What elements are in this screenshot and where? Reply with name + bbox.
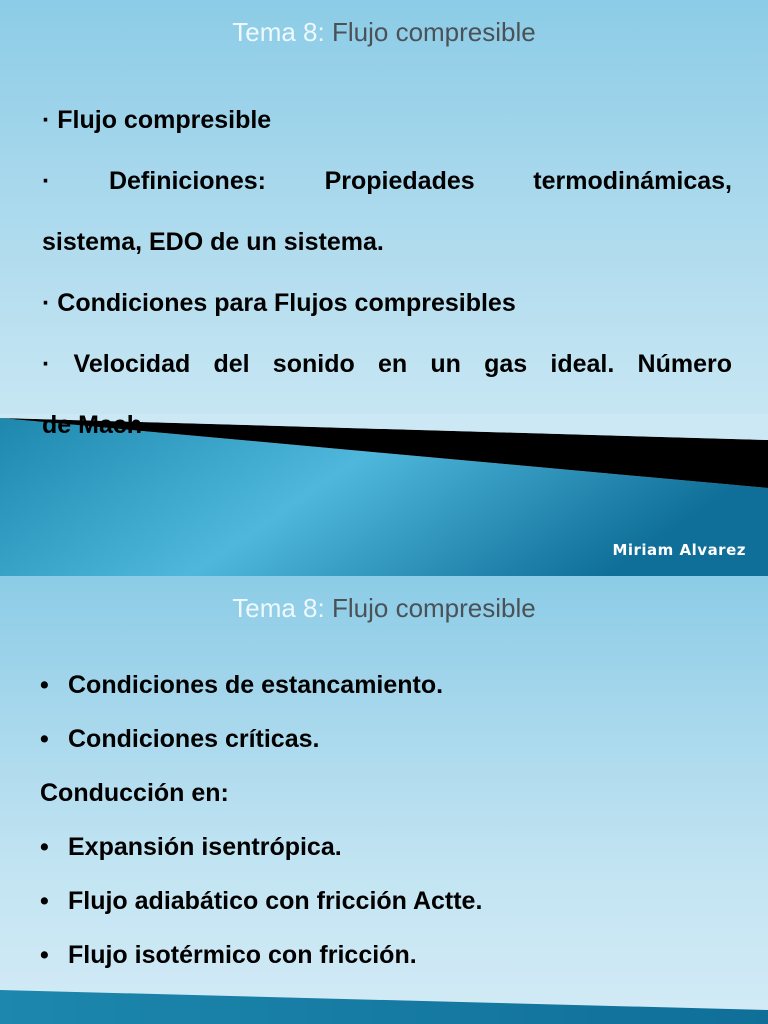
list-item: de Mach bbox=[42, 411, 143, 439]
title-main: Flujo compresible bbox=[331, 593, 536, 623]
list-item: · Definiciones: Propiedades termodinámicas, bbox=[42, 167, 732, 195]
slide-2-body bbox=[40, 658, 730, 982]
title-prefix: Tema 8: bbox=[232, 593, 325, 623]
slide-1-body bbox=[42, 90, 732, 456]
list-item bbox=[40, 766, 730, 820]
item-text: Flujo adiabático con fricción Actte. bbox=[68, 887, 483, 915]
slide-2 bbox=[0, 576, 768, 1024]
list-item bbox=[40, 820, 730, 874]
list-item: · Condiciones para Flujos compresibles bbox=[42, 289, 516, 317]
list-item: sistema, EDO de un sistema. bbox=[42, 228, 384, 256]
item-text: Expansión isentrópica. bbox=[68, 833, 342, 861]
teal-wave-shape bbox=[0, 990, 768, 1024]
item-text: Condiciones críticas. bbox=[68, 725, 320, 753]
slide-2-title bbox=[0, 590, 768, 626]
list-item: · Flujo compresible bbox=[42, 106, 272, 134]
bullet: • bbox=[40, 887, 49, 915]
bullet: • bbox=[40, 671, 49, 699]
list-item bbox=[40, 928, 730, 982]
list-item bbox=[40, 658, 730, 712]
title-main: Flujo compresible bbox=[331, 17, 536, 47]
list-item: · Velocidad del sonido en un gas ideal. Número bbox=[42, 350, 732, 378]
author-name: Miriam Alvarez bbox=[612, 541, 746, 559]
list-item bbox=[40, 874, 730, 928]
bullet: • bbox=[40, 833, 49, 861]
list-item bbox=[40, 712, 730, 766]
bullet: • bbox=[40, 941, 49, 969]
slide-1-title bbox=[0, 14, 768, 50]
item-text: Condiciones de estancamiento. bbox=[68, 671, 444, 699]
item-text: Flujo isotérmico con fricción. bbox=[68, 941, 417, 969]
item-text: Conducción en: bbox=[40, 779, 229, 807]
title-prefix: Tema 8: bbox=[232, 17, 325, 47]
bullet: • bbox=[40, 725, 49, 753]
